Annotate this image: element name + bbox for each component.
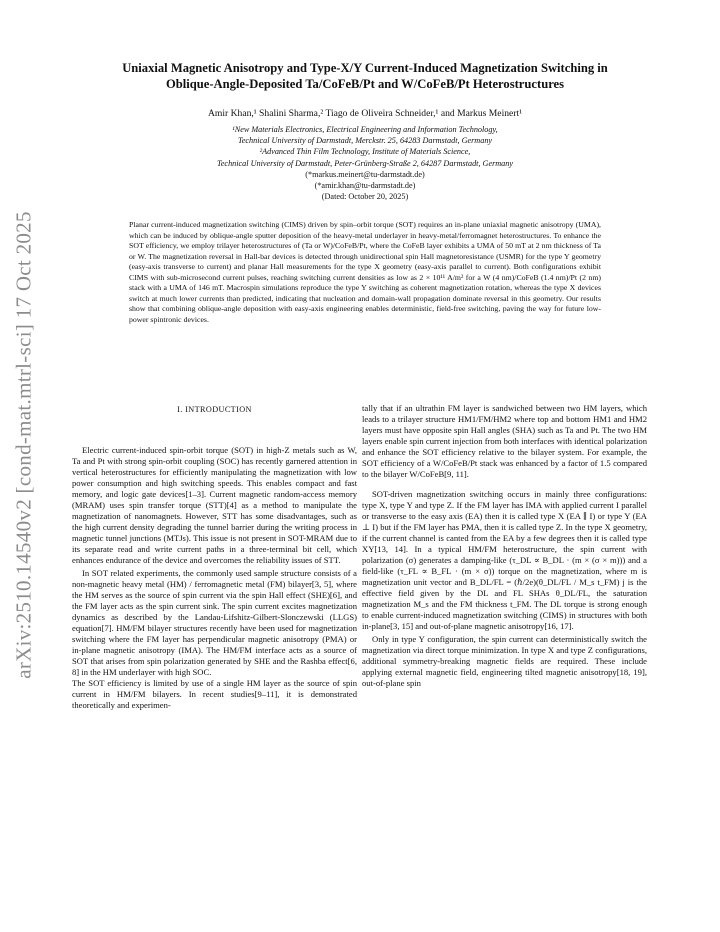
author-list: Amir Khan,¹ Shalini Sharma,² Tiago de Oliveira Schneider,¹ and Markus Meinert¹ [207, 108, 523, 119]
body-paragraph: tally that if an ultrathin FM layer is sandwiched between two HM layers, which leads to a trilayer structure HM1/FM/HM2 where top and bottom HM1 and HM2 layers must have opposite spin Hall angles (SHA) such as Ta and Pt. The two HM layers enable spin current injection from both interfaces with identical polarization and enhance the SOT efficiency relative to the bilayer system. For example, the SOT efficiency of a W/CoFeB/Pt stack was enhanced by a factor of 1.5 compared to the bilayer W/CoFeB[9, 11]. [362, 403, 647, 479]
contact-email: (*markus.meinert@tu-darmstadt.de) [305, 169, 425, 179]
right-column [362, 403, 647, 689]
body-paragraph: In SOT related experiments, the commonly used sample structure consists of a non-magnetic heavy metal (HM) / ferromagnetic metal (FM) bilayer[3, 5], where the HM serves as the source of spin current via the spin Hall effect (SHE)[6], and the FM layer acts as the spin current sink. The spin current excites magnetization dynamics as described by the Landau-Lifshitz-Gilbert-Slonczewski (LLGS) equation[7]. HM/FM bilayer structures recently have been used for magnetization switching where the FM layer has perpendicular magnetic anisotropy (PMA) or in-plane magnetic anisotropy (IMA). The HM/FM interface acts as a source of SOT that arises from spin polarization generated by SHE and the Rashba effect[6, 8] in the HM underlayer with high SOC. [72, 568, 357, 677]
abstract: Planar current-induced magnetization switching (CIMS) driven by spin–orbit torque (SOT) requires an in-plane uniaxial magnetic anisotropy (UMA), which can be induced by oblique-angle sputter deposition of the heavy-metal underlayer in heavy-metal/ferromagnet heterostructures. To enhance the SOT efficiency, we employ trilayer heterostructures of (Ta or W)/CoFeB/Pt, where the CoFeB layer exhibits a UMA of 50 mT at 2 nm thickness of Ta or W. The magnetization reversal in Hall-bar devices is detected through unidirectional spin Hall magnetoresistance (USMR) for the type Y geometry (easy-axis transverse to current) and planar Hall measurements for the type X geometry (easy-axis parallel to current). Both configurations exhibit CIMS with sub-microsecond current pulses, reaching switching current densities as low as 2 × 10¹¹ A/m² for a W (4 nm)/CoFeB (1.4 nm)/Pt (2 nm) stack with a UMA of 146 mT. Macrospin simulations reproduce the type Y switching as coherent magnetization rotation, whereas the type X devices switch at much lower currents than predicted, indicating that nucleation and domain-wall propagation dominate reversal in this geometry. Our results show that combining oblique-angle deposition with easy-axis engineering enables deterministic, field-free switching, paving the way for future low-power spintronic devices. [129, 220, 601, 324]
section-heading: I. INTRODUCTION [177, 405, 252, 414]
arxiv-sidebar-stamp [4, 205, 44, 685]
affiliation-line: Technical University of Darmstadt, Merckstr. 25, 64283 Darmstadt, Germany [237, 136, 493, 146]
affiliations [80, 124, 650, 202]
affiliation-line: ²Advanced Thin Film Technology, Institute of Materials Science, [259, 147, 471, 157]
body-paragraph: Electric current-induced spin-orbit torque (SOT) in high-Z metals such as W, Ta and Pt with strong spin-orbit coupling (SOC) has recently garnered attention in vertical heterostructures for efficiently manipulating the magnetization with low power consumption and high switching speeds. This enables compact and fast memory, and logic gate devices[1–3]. Current magnetic random-access memory (MRAM) uses spin transfer torque (STT)[4] as a method to manipulate the magnetization of nanomagnets. However, STT has some disadvantages, such as the high current density degrading the tunnel barrier during the writing process in magnetic tunnel junctions (MTJs). This issue is not present in SOT-MRAM due to its separate read and write current paths in a three-terminal bit cell, which enhances endurance of the device and overcomes the reliability issues of STT. [72, 445, 357, 565]
arxiv-identifier: arXiv:2510.14540v2 [cond-mat.mtrl-sci] 17 Oct 2025 [11, 211, 36, 679]
contact-email: (*amir.khan@tu-darmstadt.de) [314, 181, 416, 191]
affiliation-line: Technical University of Darmstadt, Peter-Grünberg-Straße 2, 64287 Darmstadt, Germany [217, 158, 513, 168]
dated-line: (Dated: October 20, 2025) [321, 192, 409, 202]
left-column [72, 403, 357, 711]
body-paragraph: SOT-driven magnetization switching occurs in mainly three configurations: type X, type Y and type Z. If the FM layer has IMA with applied current I parallel or transverse to the easy axis (EA) then it is called type X (EA ∥ I) or type Y (EA ⊥ I) but if the FM layer has PMA, then it is called type Z. In the type X geometry, if the current channel is canted from the EA by a few degrees then it is called type XY[13, 14]. In a typical HM/FM heterostructure, the spin current with polarization (σ) generates a damping-like (τ_DL ∝ B_DL · (m × (σ × m))) and a field-like (τ_FL ∝ B_FL · (m × σ)) torque on the magnetization, where m is magnetization unit vector and B_DL/FL = (ℏ/2e)(θ_DL/FL / M_s t_FM) j is the effective field given by the DL and FL SHAs θ_DL/FL, the saturation magnetization M_s and the FM thickness t_FM. The DL torque is strong enough to enable current-induced magnetization switching (CIMS) in structures with both in-plane[3, 15] and out-of-plane magnetic anisotropy[16, 17]. [362, 489, 647, 631]
title-line: Oblique-Angle-Deposited Ta/CoFeB/Pt and W/CoFeB/Pt Heterostructures [165, 77, 565, 91]
title-line: Uniaxial Magnetic Anisotropy and Type-X/Y Current-Induced Magnetization Switching in [122, 61, 608, 75]
body-paragraph: The SOT efficiency is limited by use of a single HM layer as the source of spin current in HM/FM bilayers. In recent studies[9–11], it is demonstrated theoretically and experimen- [72, 678, 357, 710]
paper-title [80, 60, 650, 92]
affiliation-line: ¹New Materials Electronics, Electrical Engineering and Information Technology, [232, 125, 498, 134]
body-paragraph: Only in type Y configuration, the spin current can deterministically switch the magnetization via direct torque minimization. In type X and type Z configurations, additional symmetry-breaking magnetic fields are required. These include applying external magnetic field, engineering tilted magnetic anisotropy[18, 19], out-of-plane spin [362, 634, 647, 688]
